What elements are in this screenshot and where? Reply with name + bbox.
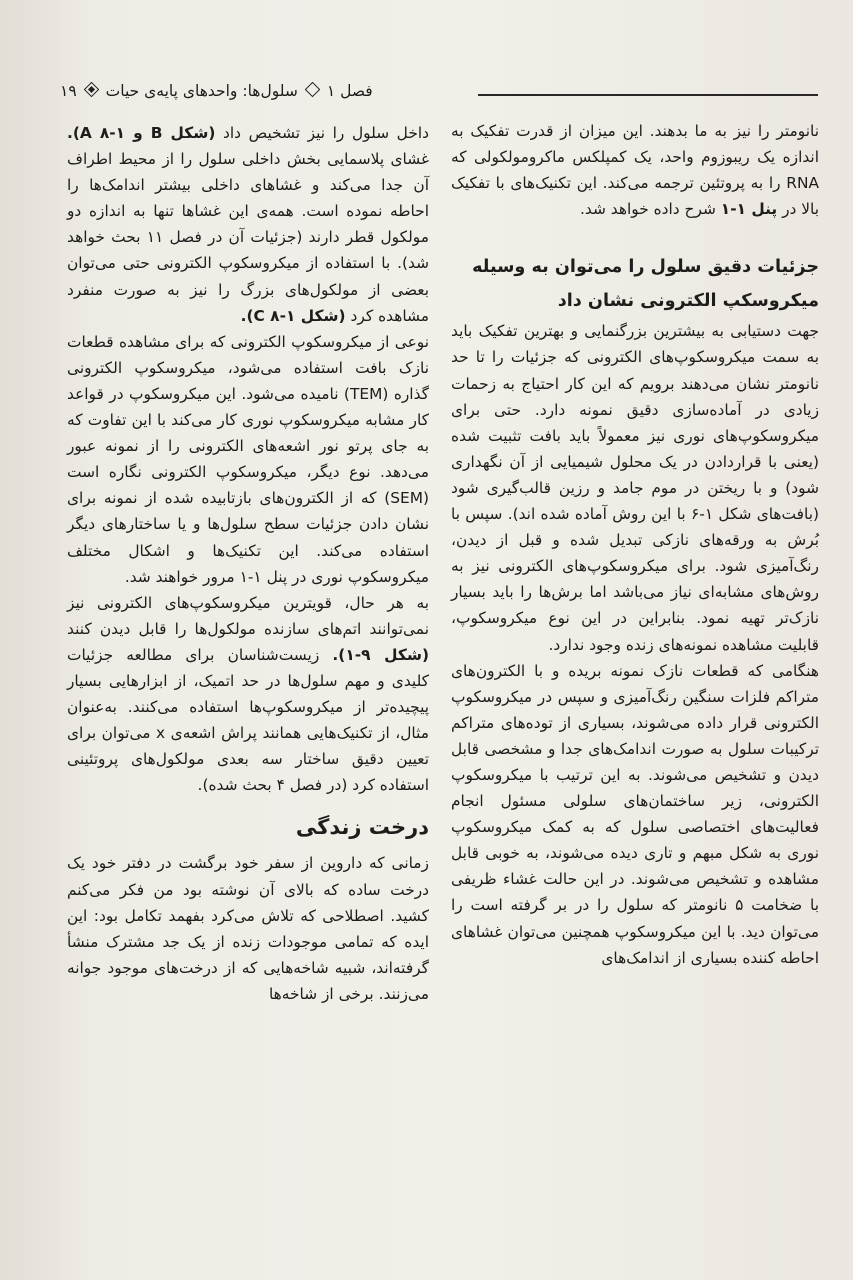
figure-reference: (شکل ۹-۱).: [332, 645, 429, 664]
paragraph-text: به هر حال، قویترین میکروسکوپ‌های الکترونی نیز نمی‌توانند اتم‌های سازنده مولکول‌ها را قابل دیدن کنند: [67, 593, 429, 638]
right-column: [451, 118, 819, 971]
section-heading: درخت زندگی: [295, 815, 429, 840]
figure-reference: (شکل C ۸-۱).: [240, 306, 346, 325]
chapter-label: فصل ۱: [326, 82, 373, 100]
paragraph: [451, 118, 819, 222]
running-header: [60, 80, 820, 110]
left-column: [67, 120, 429, 1007]
filled-diamond-icon: [83, 82, 99, 98]
header-rule: [478, 94, 818, 96]
paragraph: [67, 590, 429, 799]
paragraph: زمانی که داروین از سفر خود برگشت در دفتر خود یک درخت ساده که بالای آن نوشته بود من فکر می‌کنم کشید. اصطلاحی که تلاش می‌کرد بفهمد تکامل بود: این ایده که تمامی موجودات زنده از یک جد مشترک منشأ گرفته‌اند، شبیه شاخه‌هایی که از درخت‌های موجود جوانه می‌زنند. برخی از شاخه‌ها: [67, 854, 429, 1003]
paragraph-text: نانومتر را نیز به ما بدهند. این میزان از قدرت تفکیک به اندازه یک ریبوزوم واحد، یک کمپلکس ماکرومولکولی که RNA را به پروتئین ترجمه می‌کند. این تکنیک‌های با تفکیک بالا در: [451, 122, 819, 219]
paragraph-text: شرح داده خواهد شد.: [580, 200, 716, 219]
paragraph: هنگامی که قطعات نازک نمونه بریده و با الکترون‌های متراکم فلزات سنگین رنگ‌آمیزی و سپس در میکروسکوپ الکترونی قرار داده می‌شوند، بسیاری از توده‌های متراکم ترکیبات سلول به صورت اندامک‌های جدا و مشخصی قابل دیدن و تشخیص می‌شوند. به این ترتیب با میکروسکوپ الکترونی، زیر ساختمان‌های سلولی مسئول انجام فعالیت‌های اختصاصی سلول که به کمک میکروسکوپ نوری به شکل مبهم و تاری دیده می‌شوند، به خوبی قابل مشاهده و تشخیص می‌شوند. در این حالت غشاء ظریفی با ضخامت ۵ نانومتر که سلول را در بر گرفته است را می‌توان دید. با این میکروسکوپ همچنین می‌توان غشاهای احاطه کننده بسیاری از اندامک‌های: [451, 661, 820, 967]
header-title: [60, 82, 460, 100]
page-number: ۱۹: [60, 82, 77, 100]
paragraph-text: غشای پلاسمایی بخش داخلی سلول را از محیط اطراف آن جدا می‌کند و غشاهای داخلی بیشتر اندامک‌ها را احاطه نموده است. همه‌ی این غشاها تنها به اندازه دو مولکول قطر دارند (جزئیات آن در فصل ۱۱ بحث خواهد شد). با استفاده از میکروسکوپ الکترونی حتی می‌توان بعضی از مولکول‌های بزرگ را نیز به صورت منفرد مشاهده کرد: [67, 150, 429, 325]
panel-reference: پنل ۱-۱: [720, 200, 778, 219]
figure-reference: (شکل B و A ۸-۱).: [67, 124, 216, 142]
paragraph: جهت دستیابی به بیشترین بزرگنمایی و بهترین تفکیک باید به سمت میکروسکوپ‌های الکترونی که جزئیات را تا حد نانومتر نشان می‌دهند برویم که این کار احتیاج به زحمات زیادی در آماده‌سازی دقیق نمونه دارد. حتی برای میکروسکوپ‌های نوری نیز معمولاً باید بافت تثبیت شده (یعنی با قراردادن در یک محلول شیمیایی از آن نگهداری شود) و با ریختن در موم جامد و رزین قالب‌گیری شود (بافت‌های شکل ۱-۶ با این روش آماده شده اند). سپس با بُرش به ورقه‌های نازکی تبدیل شده و قبل از دیدن، رنگ‌آمیزی شود. برای میکروسکوپ‌های الکترونی نیز به روش‌های مشابه‌ای نیاز می‌باشد اما برش‌ها را باید بسیار نازک‌تر تهیه نمود. بنابراین در این نوع میکروسکوپ، قابلیت مشاهده نمونه‌های زنده وجود ندارد.: [451, 322, 819, 654]
section-heading: جزئیات دقیق سلول را می‌توان به وسیله میکروسکپ الکترونی نشان داد: [472, 257, 819, 312]
paragraph: نوعی از میکروسکوپ الکترونی که برای مشاهده قطعات نازک بافت استفاده می‌شود، میکروسکوپ الکترونی گذاره (TEM) نامیده می‌شود. این میکروسکوپ در قواعد کار مشابه میکروسکوپ نوری کار می‌کند با این تفاوت که به جای پرتو نور اشعه‌های الکترونی را از نمونه عبور می‌دهد. نوع دیگر، میکروسکوپ الکترونی نگاره است (SEM) که از الکترون‌های بازتابیده شده از نمونه برای نشان دادن جزئیات سطح سلول‌ها و یا ساختارهای دیگر استفاده می‌کند. این تکنیک‌ها و اشکال مختلف میکروسکوپ نوری در پنل ۱-۱ مرور خواهند شد.: [67, 332, 429, 586]
paragraph-text: داخل سلول را نیز تشخیص داد: [223, 124, 429, 142]
diamond-icon: [305, 82, 321, 98]
paragraph-text: زیست‌شناسان برای مطالعه جزئیات کلیدی و مهم سلول‌ها در حد اتمیک، از ابزارهایی بسیار پیچیده‌تر از میکروسکوپ‌ها استفاده می‌کنند. به‌عنوان مثال، از تکنیک‌هایی همانند پراش اشعه‌ی x می‌توان برای تعیین دقیق ساختار سه بعدی مولکول‌های پروتئینی استفاده کرد (در فصل ۴ بحث شده).: [67, 645, 429, 795]
paragraph: [67, 120, 429, 329]
chapter-title: سلول‌ها: واحدهای پایه‌ی حیات: [105, 82, 298, 100]
